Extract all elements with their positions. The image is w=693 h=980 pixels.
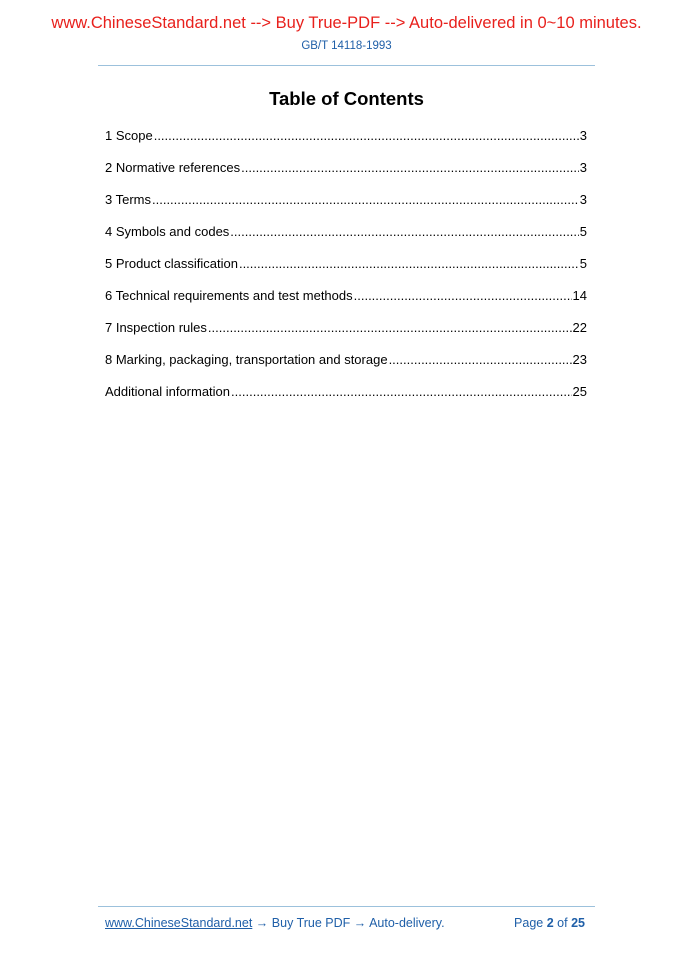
toc-dot-leader	[389, 350, 572, 370]
footer-promo	[105, 916, 445, 930]
arrow-right-icon: →	[353, 916, 367, 930]
toc-entry[interactable]	[105, 350, 587, 382]
toc-entry-label: Additional information	[105, 384, 231, 399]
table-of-contents	[105, 126, 587, 414]
footer-delivery-text: Auto-delivery.	[369, 916, 445, 930]
toc-entry-label: 5 Product classification	[105, 256, 238, 271]
toc-entry-label: 3 Terms	[105, 192, 151, 207]
toc-entry[interactable]	[105, 286, 587, 318]
toc-entry-label: 7 Inspection rules	[105, 320, 207, 335]
toc-entry[interactable]	[105, 222, 587, 254]
toc-entry-page: 3	[579, 160, 587, 175]
toc-dot-leader	[208, 318, 572, 338]
toc-entry-page: 22	[572, 320, 587, 335]
toc-entry-page: 25	[572, 384, 587, 399]
toc-dot-leader	[231, 382, 572, 402]
toc-entry[interactable]	[105, 190, 587, 222]
page-current: 2	[546, 916, 554, 930]
footer-buy-text: Buy True PDF	[271, 916, 351, 930]
toc-dot-leader	[239, 254, 579, 274]
page-total: 25	[571, 916, 585, 930]
toc-entry-label: 6 Technical requirements and test methods	[105, 288, 353, 303]
arrow-right-icon: →	[255, 916, 269, 930]
header-divider	[98, 65, 595, 66]
toc-entry-page: 23	[572, 352, 587, 367]
page-title: Table of Contents	[269, 88, 424, 109]
toc-entry[interactable]	[105, 126, 587, 158]
toc-entry-label: 4 Symbols and codes	[105, 224, 230, 239]
toc-dot-leader	[152, 190, 579, 210]
toc-entry-page: 5	[579, 256, 587, 271]
toc-entry-page: 14	[572, 288, 587, 303]
toc-entry-label: 8 Marking, packaging, transportation and storage	[105, 352, 388, 367]
of-word: of	[557, 916, 568, 930]
toc-entry-page: 3	[579, 128, 587, 143]
toc-dot-leader	[241, 158, 579, 178]
toc-entry-page: 5	[579, 224, 587, 239]
page-word: Page	[514, 916, 544, 930]
toc-dot-leader	[230, 222, 578, 242]
standard-code: GB/T 14118-1993	[301, 40, 392, 52]
page-indicator	[514, 916, 585, 930]
footer-site-link[interactable]: www.ChineseStandard.net	[105, 916, 253, 930]
toc-entry[interactable]	[105, 254, 587, 286]
toc-entry[interactable]	[105, 382, 587, 414]
promo-banner[interactable]: www.ChineseStandard.net --> Buy True-PDF --> Auto-delivered in 0~10 minutes.	[51, 14, 642, 32]
toc-dot-leader	[354, 286, 572, 306]
toc-entry[interactable]	[105, 158, 587, 190]
toc-entry-label: 1 Scope	[105, 128, 153, 143]
toc-dot-leader	[154, 126, 579, 146]
footer-divider	[98, 906, 595, 907]
toc-entry-label: 2 Normative references	[105, 160, 241, 175]
toc-entry-page: 3	[579, 192, 587, 207]
toc-entry[interactable]	[105, 318, 587, 350]
